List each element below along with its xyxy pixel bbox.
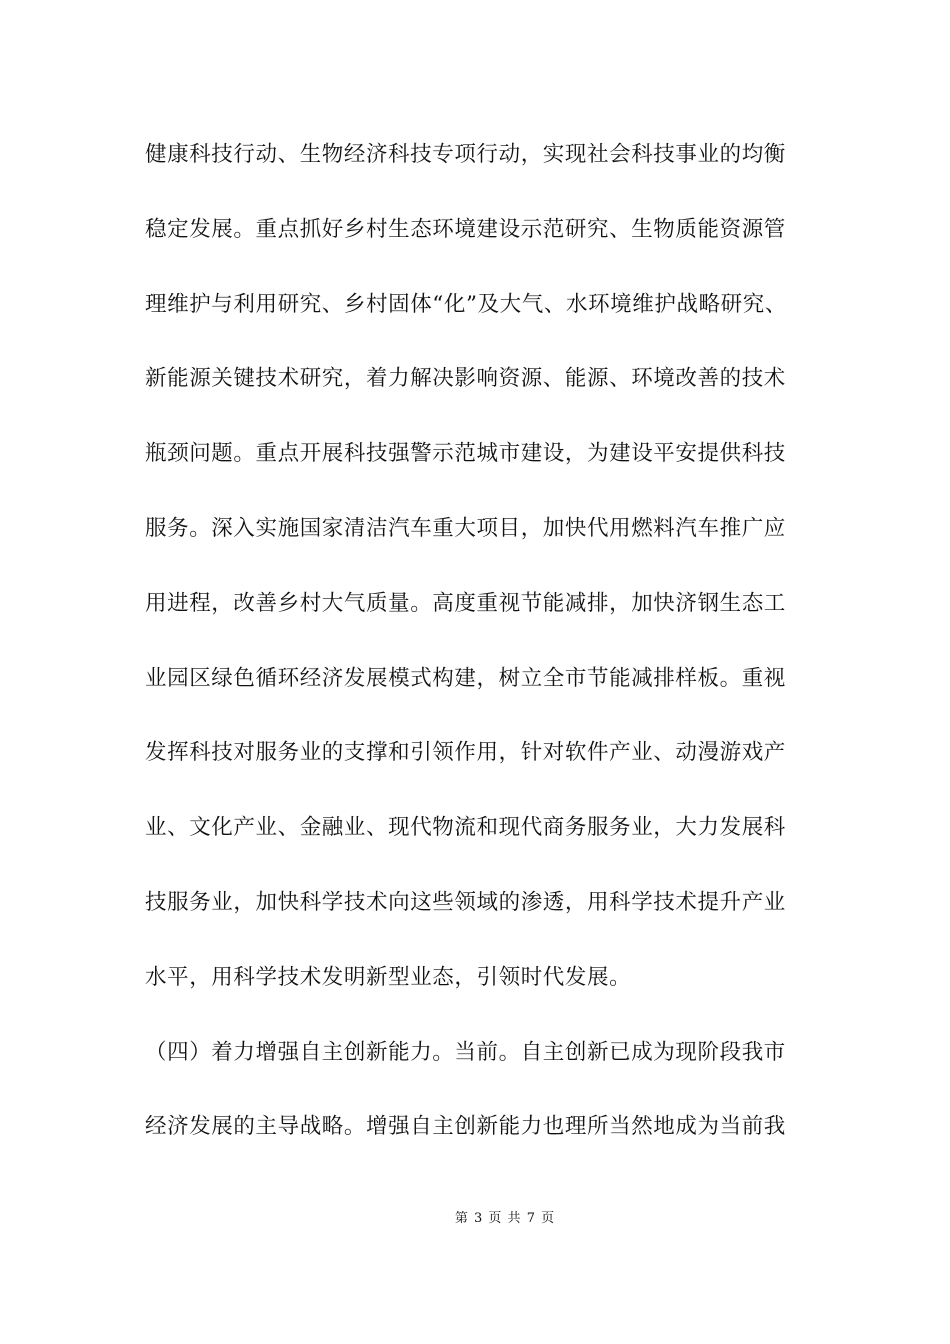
page-number-footer: 第 3 页 共 7 页 <box>454 1211 556 1226</box>
text-line: 理维护与利用研究、乡村固体“化”及大气、水环境维护战略研究、 <box>145 291 787 317</box>
text-line: 稳定发展。重点抓好乡村生态环境建设示范研究、生物质能资源管 <box>145 216 786 242</box>
text-line: 新能源关键技术研究，着力解决影响资源、能源、环境改善的技术 <box>145 366 786 392</box>
text-line: 瓶颈问题。重点开展科技强警示范城市建设，为建设平安提供科技 <box>145 441 786 467</box>
text-line: 业园区绿色循环经济发展模式构建，树立全市节能减排样板。重视 <box>145 665 786 691</box>
text-line: 服务。深入实施国家清洁汽车重大项目，加快代用燃料汽车推广应 <box>145 515 786 541</box>
body-text <box>145 133 825 1180</box>
text-line: 用进程，改善乡村大气质量。高度重视节能减排，加快济钢生态工 <box>145 590 786 616</box>
text-line: 技服务业，加快科学技术向这些领域的渗透，用科学技术提升产业 <box>145 889 786 915</box>
text-line: 健康科技行动、生物经济科技专项行动，实现社会科技事业的均衡 <box>145 142 786 167</box>
text-line: 发挥科技对服务业的支撑和引领作用，针对软件产业、动漫游戏产 <box>145 740 786 766</box>
text-line: 经济发展的主导战略。增强自主创新能力也理所当然地成为当前我 <box>145 1114 786 1140</box>
text-line: 水平，用科学技术发明新型业态，引领时代发展。 <box>145 964 632 990</box>
text-line: （四）着力增强自主创新能力。当前。自主创新已成为现阶段我市 <box>145 1039 786 1065</box>
text-line: 业、文化产业、金融业、现代物流和现代商务服务业，大力发展科 <box>145 815 786 841</box>
